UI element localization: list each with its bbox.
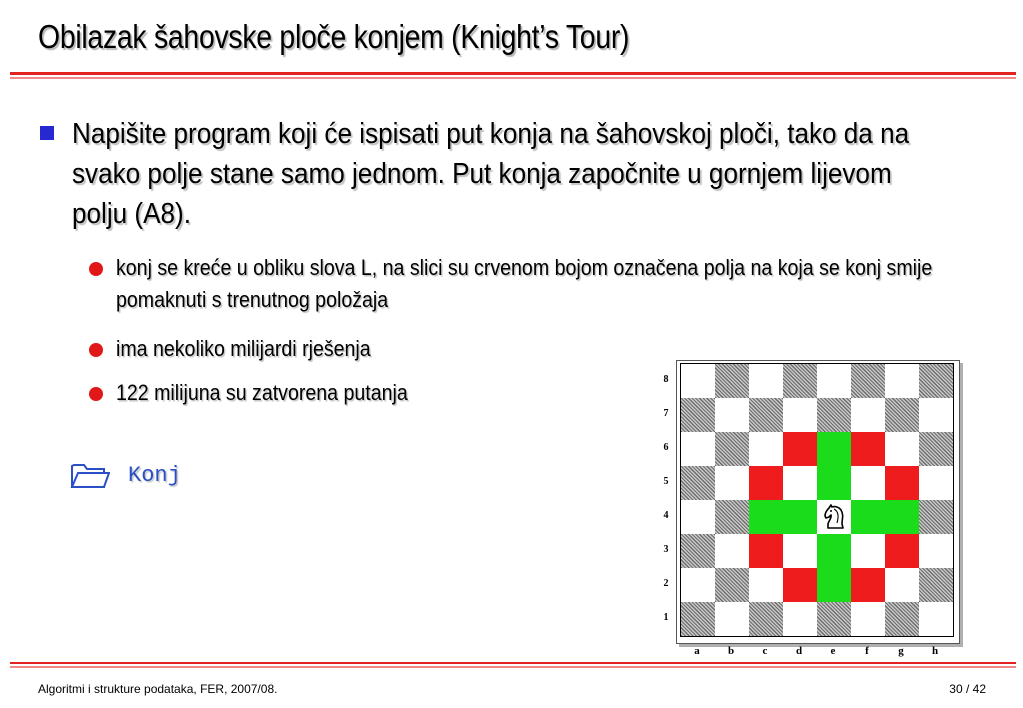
- slide-title: Obilazak šahovske ploče konjem (Knight’s Tour): [38, 18, 630, 55]
- board-square-h6: [919, 432, 953, 466]
- rank-label: 6: [663, 442, 669, 453]
- board-square-f8: [851, 364, 885, 398]
- board-square-f6: [851, 432, 885, 466]
- board-square-b2: [715, 568, 749, 602]
- board-square-e2: [817, 568, 851, 602]
- board-square-g4: [885, 500, 919, 534]
- board-square-b1: [715, 602, 749, 636]
- board-square-g3: [885, 534, 919, 568]
- file-label: h: [931, 645, 939, 657]
- board-square-f3: [851, 534, 885, 568]
- sub-bullet-text: konj se kreće u obliku slova L, na slici su crvenom bojom označena polja na koja se konj smije pomaknuti s trenutnog položaja: [116, 255, 933, 312]
- rank-label: 7: [663, 408, 669, 419]
- board-square-a2: [681, 568, 715, 602]
- board-square-c8: [749, 364, 783, 398]
- file-label: e: [830, 645, 836, 657]
- board-square-e4: [817, 500, 851, 534]
- board-square-b4: [715, 500, 749, 534]
- file-label: a: [694, 645, 700, 657]
- file-label: c: [762, 645, 768, 657]
- board-square-h8: [919, 364, 953, 398]
- board-square-d7: [783, 398, 817, 432]
- board-square-d6: [783, 432, 817, 466]
- board-square-h3: [919, 534, 953, 568]
- main-bullet-text: Napišite program koji će ispisati put konja na šahovskoj ploči, tako da na svako polje stane samo jednom. Put konja započnite u gornjem lijevom polju (A8).: [72, 118, 910, 230]
- board-square-c3: [749, 534, 783, 568]
- board-square-a4: [681, 500, 715, 534]
- chessboard: [680, 363, 954, 637]
- board-square-e6: [817, 432, 851, 466]
- board-square-e3: [817, 534, 851, 568]
- board-square-b5: [715, 466, 749, 500]
- sub-bullet-marker: [89, 343, 103, 357]
- konj-link-label: Konj: [128, 462, 181, 488]
- board-square-c2: [749, 568, 783, 602]
- board-square-d4: [783, 500, 817, 534]
- board-square-a1: [681, 602, 715, 636]
- file-label: f: [865, 645, 869, 657]
- footer-page-number: 30 / 42: [949, 682, 986, 696]
- board-square-g2: [885, 568, 919, 602]
- sub-bullet-marker: [89, 387, 103, 401]
- sub-bullet-marker: [89, 262, 103, 276]
- board-square-d5: [783, 466, 817, 500]
- title-divider-shadow: [10, 77, 1016, 79]
- board-square-a6: [681, 432, 715, 466]
- board-square-b6: [715, 432, 749, 466]
- board-square-e5: [817, 466, 851, 500]
- sub-bullet-text: ima nekoliko milijardi rješenja: [116, 336, 371, 361]
- rank-label: 2: [663, 578, 669, 589]
- board-square-c4: [749, 500, 783, 534]
- rank-label: 8: [663, 374, 669, 385]
- footer-divider-shadow: [10, 666, 1016, 668]
- board-square-b3: [715, 534, 749, 568]
- board-square-f5: [851, 466, 885, 500]
- bullet-square-marker: [40, 126, 54, 140]
- rank-label: 1: [663, 612, 669, 623]
- board-square-h5: [919, 466, 953, 500]
- file-label: d: [795, 645, 803, 657]
- board-square-f4: [851, 500, 885, 534]
- board-square-g1: [885, 602, 919, 636]
- board-square-b7: [715, 398, 749, 432]
- board-square-f7: [851, 398, 885, 432]
- konj-file-link[interactable]: [70, 460, 181, 490]
- board-square-c1: [749, 602, 783, 636]
- rank-label: 5: [663, 476, 669, 487]
- folder-icon: [70, 460, 110, 490]
- knight-icon: [821, 503, 849, 531]
- board-square-g6: [885, 432, 919, 466]
- board-square-h7: [919, 398, 953, 432]
- sub-bullet-text: 122 milijuna su zatvorena putanja: [116, 380, 408, 405]
- board-square-b8: [715, 364, 749, 398]
- footer-course: Algoritmi i strukture podataka, FER, 2007/08.: [38, 682, 278, 696]
- board-square-c6: [749, 432, 783, 466]
- board-square-a5: [681, 466, 715, 500]
- board-square-d3: [783, 534, 817, 568]
- board-square-f1: [851, 602, 885, 636]
- file-label: g: [898, 645, 904, 657]
- board-square-g8: [885, 364, 919, 398]
- board-square-a3: [681, 534, 715, 568]
- board-square-h4: [919, 500, 953, 534]
- board-square-d8: [783, 364, 817, 398]
- board-square-d1: [783, 602, 817, 636]
- board-square-f2: [851, 568, 885, 602]
- board-square-h1: [919, 602, 953, 636]
- board-square-g5: [885, 466, 919, 500]
- board-square-e8: [817, 364, 851, 398]
- board-square-a8: [681, 364, 715, 398]
- board-square-a7: [681, 398, 715, 432]
- board-square-e1: [817, 602, 851, 636]
- file-label: b: [727, 645, 735, 657]
- board-square-h2: [919, 568, 953, 602]
- footer-divider: [10, 662, 1016, 664]
- rank-label: 4: [663, 510, 669, 521]
- rank-label: 3: [663, 544, 669, 555]
- board-square-g7: [885, 398, 919, 432]
- board-square-c7: [749, 398, 783, 432]
- board-square-d2: [783, 568, 817, 602]
- board-square-e7: [817, 398, 851, 432]
- board-square-c5: [749, 466, 783, 500]
- title-divider: [10, 72, 1016, 75]
